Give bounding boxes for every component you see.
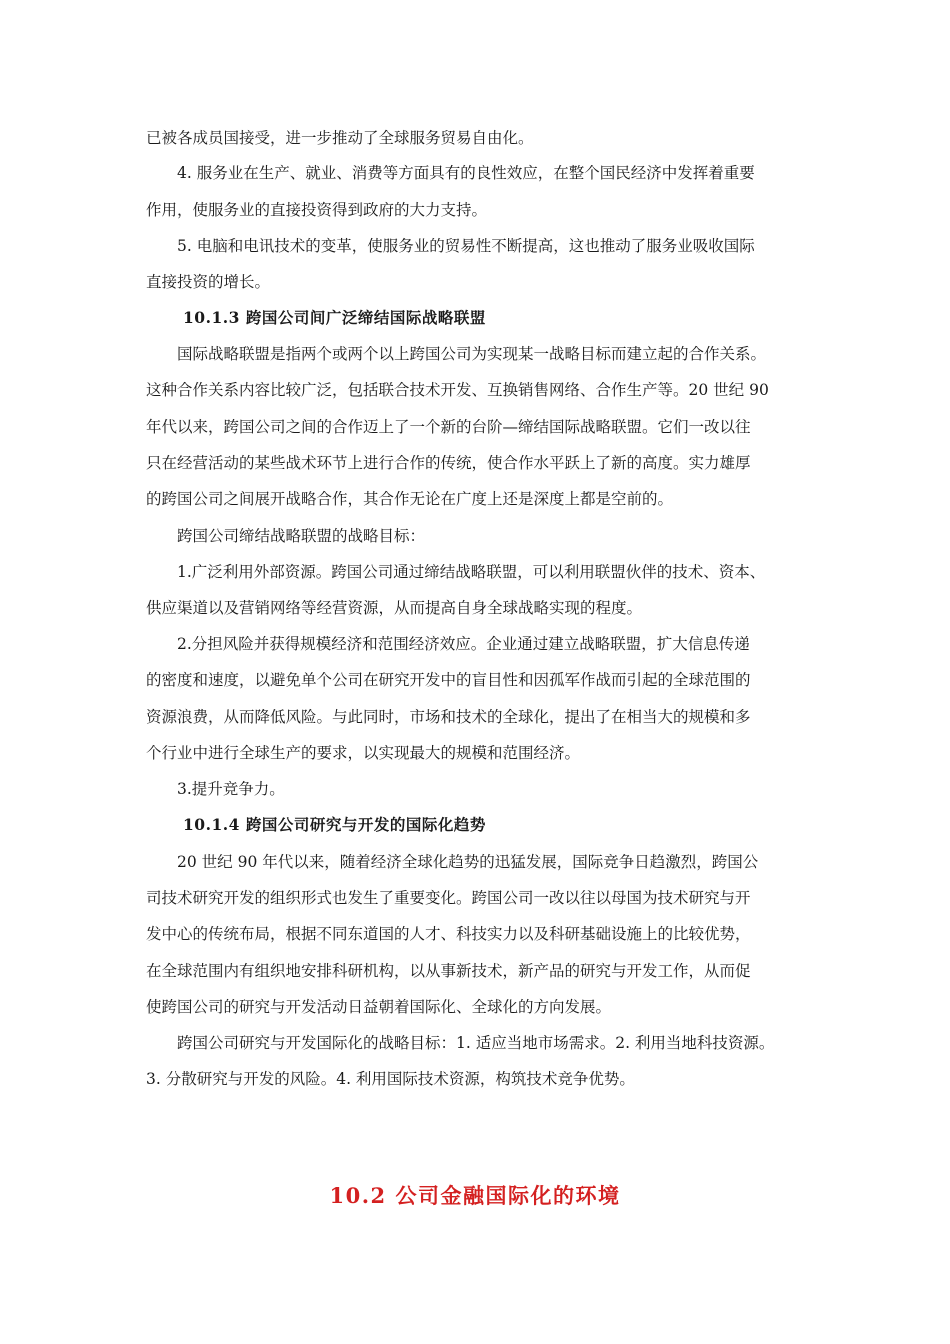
paragraph-line: 国际战略联盟是指两个或两个以上跨国公司为实现某一战略目标而建立起的合作关系。 [177,345,767,363]
subsection-heading: 10.1.3 跨国公司间广泛缔结国际战略联盟 [183,308,486,327]
paragraph-line: 的密度和速度，以避免单个公司在研究开发中的盲目性和因孤军作战而引起的全球范围的 [146,671,751,689]
paragraph-line: 在全球范围内有组织地安排科研机构，以从事新技术，新产品的研究与开发工作，从而促 [146,962,751,980]
paragraph-line: 的跨国公司之间展开战略合作，其合作无论在广度上还是深度上都是空前的。 [146,490,674,508]
paragraph-line: 3. 分散研究与开发的风险。4. 利用国际技术资源，构筑技术竞争优势。 [146,1070,635,1088]
paragraph-line: 1.广泛利用外部资源。跨国公司通过缔结战略联盟，可以利用联盟伙伴的技术、资本、 [177,563,766,581]
paragraph-line: 20 世纪 90 年代以来，随着经济全球化趋势的迅猛发展，国际竞争日趋激烈，跨国公 [177,853,759,871]
paragraph-line: 只在经营活动的某些战术环节上进行合作的传统，使合作水平跃上了新的高度。实力雄厚 [146,454,751,472]
paragraph-line: 供应渠道以及营销网络等经营资源，从而提高自身全球战略实现的程度。 [146,599,643,617]
paragraph-line: 司技术研究开发的组织形式也发生了重要变化。跨国公司一改以往以母国为技术研究与开 [146,889,751,907]
paragraph-line: 跨国公司缔结战略联盟的战略目标： [177,527,426,545]
paragraph-line: 资源浪费，从而降低风险。与此同时，市场和技术的全球化，提出了在相当大的规模和多 [146,708,751,726]
subsection-heading: 10.1.4 跨国公司研究与开发的国际化趋势 [183,815,486,834]
paragraph-line: 5. 电脑和电讯技术的变革，使服务业的贸易性不断提高，这也推动了服务业吸收国际 [177,237,755,255]
paragraph-line: 跨国公司研究与开发国际化的战略目标：1. 适应当地市场需求。2. 利用当地科技资源。 [177,1034,775,1052]
paragraph-line: 2.分担风险并获得规模经济和范围经济效应。企业通过建立战略联盟，扩大信息传递 [177,635,750,653]
paragraph-line: 直接投资的增长。 [146,273,271,291]
paragraph-line: 个行业中进行全球生产的要求，以实现最大的规模和范围经济。 [146,744,581,762]
paragraph-line: 发中心的传统布局，根据不同东道国的人才、科技实力以及科研基础设施上的比较优势， [146,925,751,943]
paragraph-line: 已被各成员国接受，进一步推动了全球服务贸易自由化。 [146,129,534,147]
paragraph-line: 作用，使服务业的直接投资得到政府的大力支持。 [146,201,488,219]
paragraph-line: 使跨国公司的研究与开发活动日益朝着国际化、全球化的方向发展。 [146,998,612,1016]
paragraph-line: 这种合作关系内容比较广泛，包括联合技术开发、互换销售网络、合作生产等。20 世纪 90 [146,381,769,399]
paragraph-line: 年代以来，跨国公司之间的合作迈上了一个新的台阶—缔结国际战略联盟。它们一改以往 [146,418,751,436]
section-title: 10.2 公司金融国际化的环境 [329,1183,621,1208]
paragraph-line: 3.提升竞争力。 [177,780,285,798]
paragraph-line: 4. 服务业在生产、就业、消费等方面具有的良性效应，在整个国民经济中发挥着重要 [177,164,755,182]
